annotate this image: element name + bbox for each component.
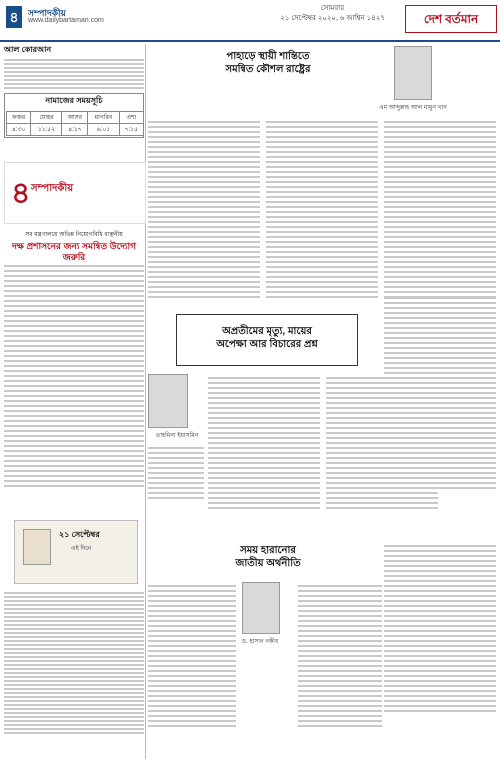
article-2-title-line-1: অপ্রতীমের মৃত্যু, মায়ের [222,326,312,337]
article-3-title-line-1: সময় হারানোর [240,545,296,556]
prayer-time: ৪:১৭ [62,124,88,136]
prayer-time: ৪:৩০ [7,124,31,136]
prayer-header: যোহর [31,112,62,124]
this-day-box [14,520,138,584]
prayer-header: ফজর [7,112,31,124]
prayer-header: আসর [62,112,88,124]
left-column [4,44,144,759]
page-number: ৪ [6,6,22,28]
article-1-byline: এম আব্দুল্লাহ আল মামুন খান [379,105,447,111]
prayer-time: ৬:০১ [88,124,119,136]
website-link[interactable]: www.dailybartaman.com [28,17,104,24]
article-1-col-1 [148,118,260,301]
section-name: সম্পাদকীয় [28,8,66,18]
article-2-author-photo [148,374,188,428]
prayer-time-row [7,124,144,136]
editorial-headline-main: দক্ষ প্রশাসনের জন্য সমন্বিত উদ্যোগ জরুরি [11,241,137,262]
article-2-col-3 [384,294,496,492]
editorial-number: ৪ [11,177,31,210]
article-3-col-1 [148,582,236,730]
prayer-table [6,111,144,136]
prayer-header: এশা [119,112,143,124]
article-1-title-line-2: সমন্বিত কৌশল রাষ্ট্রের [225,64,311,75]
article-2-col-1 [208,374,320,512]
article-3-author-photo [242,582,280,634]
prayer-header: মাগরিব [88,112,119,124]
editorial-headline [4,230,144,263]
right-area [148,44,496,759]
article-2-col-0 [148,444,204,502]
this-day-subtitle: এই দিনে [71,546,92,552]
article-3-col-3 [384,542,496,715]
article-3-col-2 [298,582,382,730]
calendar-icon [23,529,51,565]
prayer-time: ৭:১৫ [119,124,143,136]
quran-text [4,59,144,89]
prayer-box-title: নামাজের সময়সূচি [45,96,103,105]
prayer-time: ১১:৫২ [31,124,62,136]
editorial-body [4,262,144,490]
editorial-label-box [4,162,146,224]
article-2-byline: তাহমিনা ইয়াসমিন [155,433,199,439]
page-header [0,0,500,42]
article-2-headline-box [176,314,358,366]
column-divider [145,44,146,759]
editorial-headline-kicker: সব মন্ত্রণালয়ে অভিন্ন নিয়োগবিধি বাঞ্ছনীয় [25,232,123,238]
this-day-list [4,590,144,736]
this-day-date: ২১ সেপ্টেম্বর [59,530,100,539]
date-block [265,4,400,24]
article-2-title-line-2: অপেক্ষা আর বিচারের প্রশ্ন [216,339,318,350]
quran-title: আল কোরআন [4,45,52,54]
prayer-box [4,93,144,138]
prayer-header-row [7,112,144,124]
article-1-title-line-1: পাহাড়ে স্থায়ী শান্তিতে [226,51,310,62]
article-1-author-photo [394,46,432,100]
day-label: সোমবার [320,5,345,12]
date-label: ২১ সেপ্টেম্বর ২০২০, ৬ আশ্বিন ১৪২৭ [280,15,385,22]
newspaper-logo: দেশ বর্তমান [405,5,497,33]
article-3-title-line-2: জাতীয় অর্থনীতি [235,558,301,569]
editorial-label: সম্পাদকীয় [31,183,74,194]
article-1-headline [148,50,388,76]
article-3-byline: ড. হাসান নকীব [241,639,279,645]
article-3-headline [168,544,368,570]
article-1-col-3 [384,118,496,301]
article-1-col-2 [266,118,378,301]
